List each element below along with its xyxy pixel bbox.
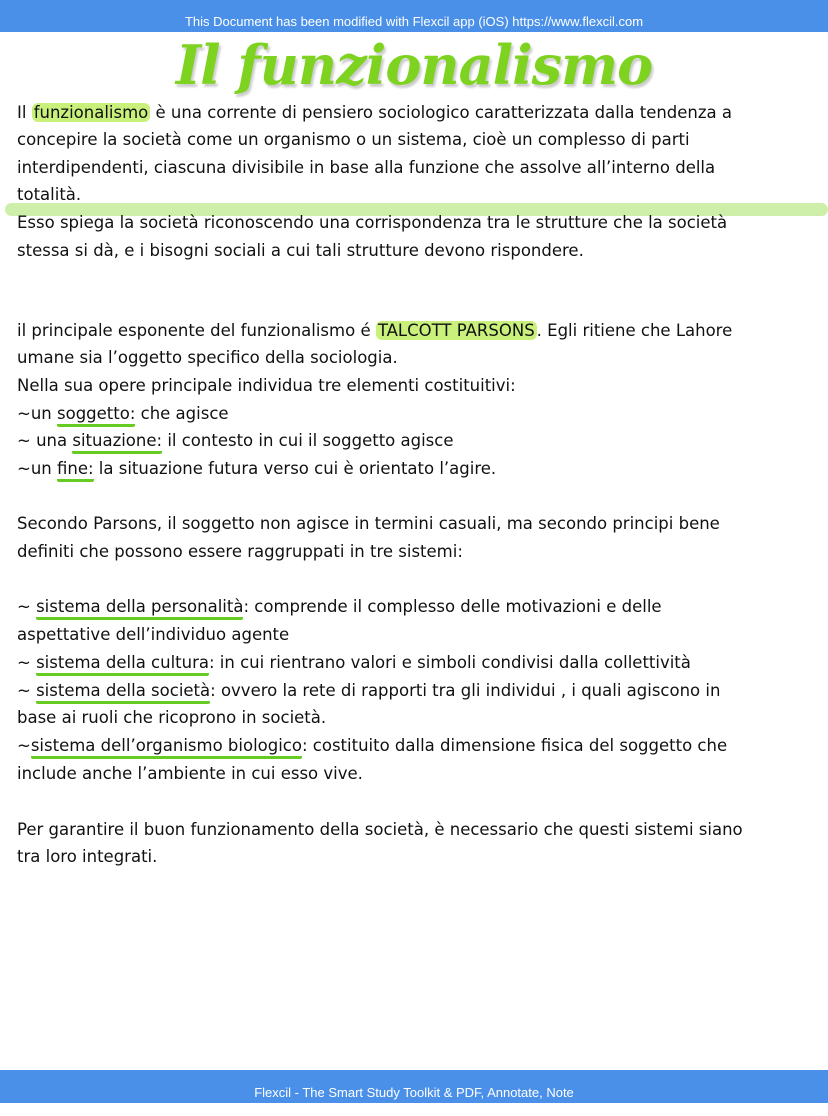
- text-line: base ai ruoli che ricoprono in società.: [17, 708, 327, 727]
- list-item: ~ sistema della personalità: comprende il complesso delle motivazioni e delle: [17, 597, 662, 617]
- watermark-header: [0, 0, 828, 32]
- text-line: interdipendenti, ciascuna divisibile in base alla funzione che assolve all’interno della: [17, 158, 716, 177]
- list-item: ~un soggetto: che agisce: [17, 404, 229, 424]
- underlined-term: situazione:: [72, 431, 162, 454]
- page-title: Il funzionalismo: [175, 33, 653, 97]
- text-line: definiti che possono essere raggruppati in tre sistemi:: [17, 542, 463, 561]
- list-item: ~ sistema della cultura: in cui rientrano valori e simboli condivisi dalla collettività: [17, 653, 691, 673]
- underlined-term: fine:: [57, 459, 94, 482]
- underlined-term: sistema dell’organismo biologico: [31, 736, 302, 759]
- text-line: Secondo Parsons, il soggetto non agisce in termini casuali, ma secondo principi bene: [17, 514, 720, 533]
- text-line: Nella sua opere principale individua tre elementi costituitivi:: [17, 376, 516, 395]
- underlined-term: sistema della cultura: [36, 653, 209, 676]
- text-line: umane sia l’oggetto specifico della sociologia.: [17, 348, 398, 367]
- footer-bar: [0, 1070, 828, 1103]
- watermark-text: This Document has been modified with Flexcil app (iOS) https://www.flexcil.com: [184, 14, 644, 29]
- text-line: aspettative dell’individuo agente: [17, 625, 290, 644]
- underlined-term: sistema della personalità: [36, 597, 243, 620]
- list-item: ~ una situazione: il contesto in cui il soggetto agisce: [17, 431, 454, 451]
- text-line: concepire la società come un organismo o un sistema, cioè un complesso di parti: [17, 130, 690, 149]
- text-line: include anche l’ambiente in cui esso vive.: [17, 764, 363, 783]
- underlined-term: soggetto:: [57, 404, 135, 427]
- highlight: TALCOTT PARSONS: [377, 321, 535, 340]
- text-line: totalità.: [17, 185, 82, 204]
- footer-text: Flexcil - The Smart Study Toolkit & PDF, Annotate, Note: [254, 1085, 574, 1100]
- text-line: tra loro integrati.: [17, 847, 158, 866]
- list-item: ~un fine: la situazione futura verso cui è orientato l’agire.: [17, 459, 496, 479]
- highlight: funzionalismo: [33, 103, 149, 122]
- list-item: ~sistema dell’organismo biologico: costituito dalla dimensione fisica del soggetto che: [17, 736, 727, 756]
- text-line: stessa si dà, e i bisogni sociali a cui tali strutture devono rispondere.: [17, 241, 584, 260]
- text-line: Il funzionalismo è una corrente di pensiero sociologico caratterizzata dalla tendenza a: [17, 103, 733, 122]
- list-item: ~ sistema della società: ovvero la rete di rapporti tra gli individui , i quali agiscono in: [17, 681, 720, 701]
- text-line: il principale esponente del funzionalismo é TALCOTT PARSONS . Egli ritiene che Lahore: [17, 321, 733, 340]
- underlined-term: sistema della società: [36, 681, 210, 704]
- text-line: Per garantire il buon funzionamento della società, è necessario che questi sistemi siano: [17, 820, 743, 839]
- text-line: Esso spiega la società riconoscendo una corrispondenza tra le strutture che la società: [17, 213, 728, 232]
